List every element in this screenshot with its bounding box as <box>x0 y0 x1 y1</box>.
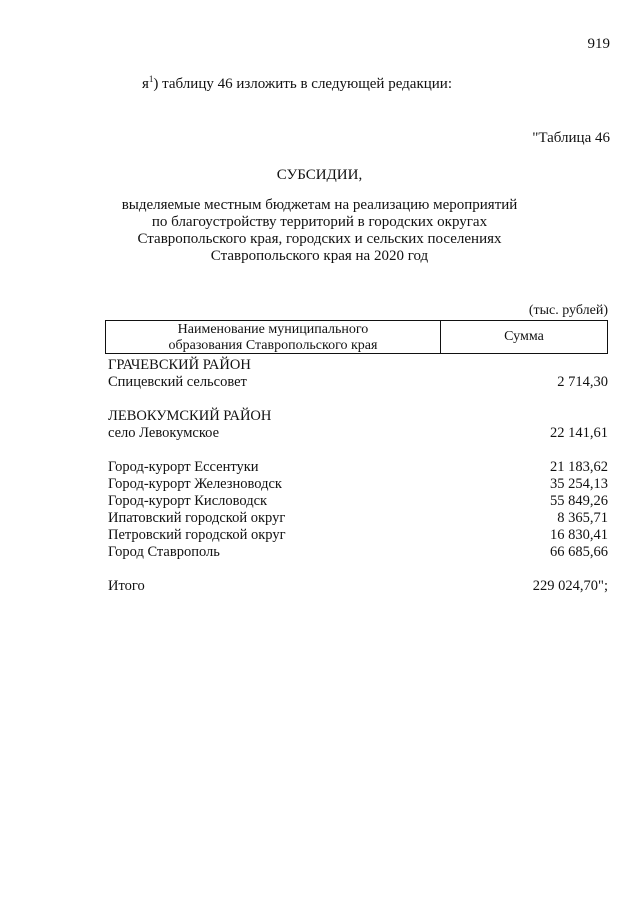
column-header-name <box>106 321 441 353</box>
row-name: ЛЕВОКУМСКИЙ РАЙОН <box>108 408 272 424</box>
row-amount: 2 714,30 <box>557 374 608 390</box>
intro-line <box>142 76 452 93</box>
row-name: Спицевский сельсовет <box>108 374 247 390</box>
row-name: Город-курорт Кисловодск <box>108 493 268 509</box>
row-amount: 8 365,71 <box>557 510 608 526</box>
row-name: село Левокумское <box>108 425 220 441</box>
subtitle-line: Ставропольского края на 2020 год <box>210 248 429 264</box>
table-row <box>108 459 608 476</box>
row-amount: 35 254,13 <box>550 476 608 492</box>
row-name: Ипатовский городской округ <box>108 510 286 526</box>
row-amount: 22 141,61 <box>550 425 608 441</box>
table-row <box>108 374 608 391</box>
row-amount: 55 849,26 <box>550 493 608 509</box>
table-row-spacer <box>108 391 608 408</box>
row-name: Город-курорт Железноводск <box>108 476 282 492</box>
table-row <box>108 476 608 493</box>
table-row-spacer <box>108 561 608 578</box>
row-name: Петровский городской округ <box>108 527 286 543</box>
table-row-spacer <box>108 442 608 459</box>
table-header <box>105 320 608 354</box>
intro-superscript: 1 <box>148 74 154 84</box>
row-name: ГРАЧЕВСКИЙ РАЙОН <box>108 357 251 373</box>
subtitle-line: Ставропольского края, городских и сельских поселениях <box>137 231 502 247</box>
table-row <box>108 408 608 425</box>
page-number: 919 <box>587 36 610 52</box>
table-body <box>108 357 608 595</box>
row-amount: 229 024,70"; <box>532 578 608 594</box>
table-row <box>108 357 608 374</box>
intro-prefix: я <box>142 76 149 92</box>
table-row <box>108 493 608 510</box>
table-row <box>108 425 608 442</box>
subtitle-line: по благоустройству территорий в городских округах <box>151 214 488 230</box>
table-row-total <box>108 578 608 595</box>
table-row <box>108 510 608 527</box>
intro-text: ) таблицу 46 изложить в следующей редакции: <box>153 76 452 92</box>
row-name: Город-курорт Ессентуки <box>108 459 259 475</box>
row-amount: 21 183,62 <box>550 459 608 475</box>
column-header-name-line: образования Ставропольского края <box>168 338 378 353</box>
unit-label: (тыс. рублей) <box>528 303 608 318</box>
table-row <box>108 544 608 561</box>
row-amount: 16 830,41 <box>550 527 608 543</box>
subtitle-line: выделяемые местным бюджетам на реализацию мероприятий <box>121 197 518 213</box>
document-title: СУБСИДИИ, <box>276 167 363 183</box>
document-subtitle <box>0 197 639 265</box>
table-row <box>108 527 608 544</box>
row-amount: 66 685,66 <box>550 544 608 560</box>
column-header-sum: Сумма <box>504 329 544 344</box>
row-name: Город Ставрополь <box>108 544 220 560</box>
column-header-name-line: Наименование муниципального <box>177 322 369 337</box>
table-reference: "Таблица 46 <box>532 130 610 146</box>
row-name: Итого <box>108 578 145 594</box>
